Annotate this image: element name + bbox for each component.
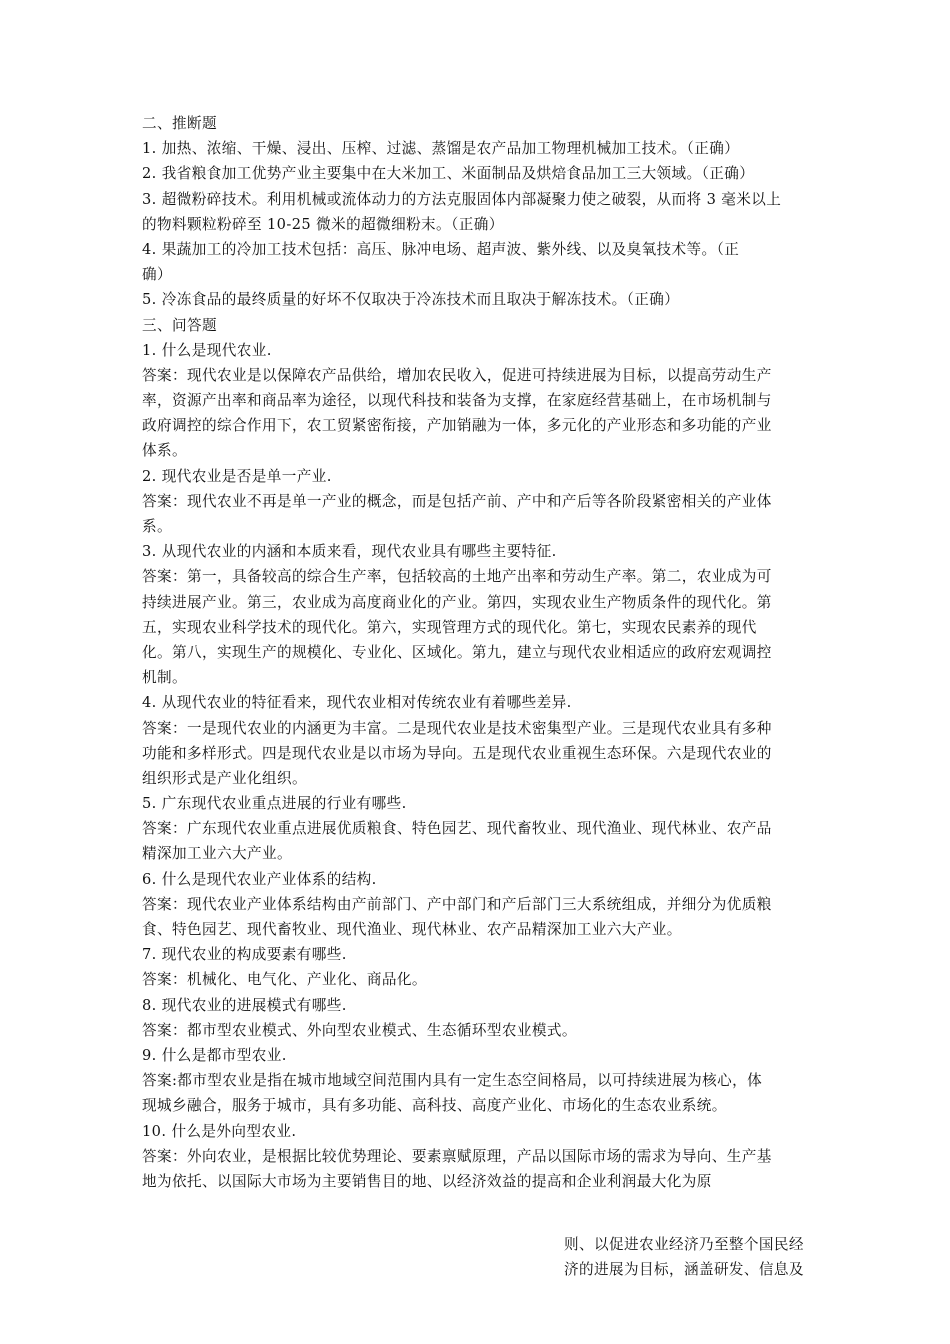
document-body [142, 111, 818, 1194]
text-line-41: 10. 什么是外向型农业. [142, 1122, 297, 1140]
text-line-37: 答案：都市型农业模式、外向型农业模式、生态循环型农业模式。 [142, 1021, 577, 1039]
text-line-8: 5. 冷冻食品的最终质量的好坏不仅取决于冷冻技术而且取决于解冻技术。（正确） [142, 291, 680, 309]
document-tail-fragment [564, 1232, 824, 1282]
text-line-32: 答案：现代农业产业体系结构由产前部门、产中部门和产后部门三大系统组成，并细分为优质粮 [142, 895, 772, 913]
text-line-42: 答案：外向农业，是根据比较优势理论、要素禀赋原理，产品以国际市场的需求为导向、生产基 [142, 1147, 772, 1165]
text-line-2: 1. 加热、浓缩、干燥、浸出、压榨、过滤、蒸馏是农产品加工物理机械加工技术。（正确） [142, 140, 740, 158]
text-line-6: 4. 果蔬加工的冷加工技术包括：高压、脉冲电场、超声波、紫外线、以及臭氧技术等。（正 [142, 240, 740, 258]
text-line-10: 1. 什么是现代农业. [142, 341, 272, 359]
text-line-27: 组织形式是产业化组织。 [142, 769, 307, 787]
text-line-7: 确） [142, 266, 172, 284]
text-line-5: 的物料颗粒粉碎至 10-25 微米的超微细粉末。（正确） [142, 215, 504, 233]
text-line-16: 答案：现代农业不再是单一产业的概念，而是包括产前、产中和产后等各阶段紧密相关的产业体 [142, 492, 772, 510]
text-line-15: 2. 现代农业是否是单一产业. [142, 467, 332, 485]
text-line-40: 现城乡融合，服务于城市，具有多功能、高科技、高度产业化、市场化的生态农业系统。 [142, 1097, 727, 1115]
text-line-43: 地为依托、以国际大市场为主要销售目的地、以经济效益的提高和企业利润最大化为原 [142, 1172, 712, 1190]
text-line-26: 功能和多样形式。四是现代农业是以市场为导向。五是现代农业重视生态环保。六是现代农业的 [142, 744, 772, 762]
text-line-1: 二、推断题 [142, 115, 217, 132]
text-line-31: 6. 什么是现代农业产业体系的结构. [142, 870, 377, 888]
tail-line-1: 则、以促进农业经济乃至整个国民经 [564, 1236, 804, 1253]
text-line-11: 答案：现代农业是以保障农产品供给，增加农民收入，促进可持续进展为目标，以提高劳动生产 [142, 366, 772, 384]
text-line-33: 食、特色园艺、现代畜牧业、现代渔业、现代林业、农产品精深加工业六大产业。 [142, 921, 682, 938]
text-line-36: 8. 现代农业的进展模式有哪些. [142, 996, 347, 1014]
text-line-13: 政府调控的综合作用下，农工贸紧密衔接，产加销融为一体，多元化的产业形态和多功能的产业 [142, 417, 772, 435]
text-line-14: 体系。 [142, 442, 187, 460]
text-line-39: 答案:都市型农业是指在城市地域空间范围内具有一定生态空间格局，以可持续进展为核心，体 [142, 1072, 763, 1090]
tail-line-2: 济的进展为目标，涵盖研发、信息及 [564, 1261, 804, 1279]
text-line-25: 答案：一是现代农业的内涵更为丰富。二是现代农业是技术密集型产业。三是现代农业具有多种 [142, 719, 772, 737]
text-line-19: 答案：第一，具备较高的综合生产率，包括较高的土地产出率和劳动生产率。第二，农业成为可 [142, 568, 772, 586]
text-line-35: 答案：机械化、电气化、产业化、商品化。 [142, 971, 427, 989]
text-line-12: 率，资源产出率和商品率为途径，以现代科技和装备为支撑，在家庭经营基础上，在市场机制与 [142, 392, 772, 410]
text-line-23: 机制。 [142, 669, 187, 687]
text-line-22: 化。第八，实现生产的规模化、专业化、区域化。第九，建立与现代农业相适应的政府宏观调控 [142, 643, 772, 661]
text-line-29: 答案：广东现代农业重点进展优质粮食、特色园艺、现代畜牧业、现代渔业、现代林业、农产品 [142, 820, 772, 838]
text-line-17: 系。 [142, 518, 172, 535]
text-line-18: 3. 从现代农业的内涵和本质来看，现代农业具有哪些主要特征. [142, 543, 557, 561]
text-line-30: 精深加工业六大产业。 [142, 845, 292, 863]
text-line-24: 4. 从现代农业的特征看来，现代农业相对传统农业有着哪些差异. [142, 694, 572, 712]
text-line-34: 7. 现代农业的构成要素有哪些. [142, 946, 347, 964]
text-line-20: 持续进展产业。第三，农业成为高度商业化的产业。第四，实现农业生产物质条件的现代化。第 [142, 593, 772, 611]
text-line-4: 3. 超微粉碎技术。利用机械或流体动力的方法克服固体内部凝聚力使之破裂，从而将 3 毫米以上 [142, 190, 782, 208]
text-line-9: 三、问答题 [142, 316, 217, 334]
text-line-38: 9. 什么是都市型农业. [142, 1046, 287, 1064]
text-line-3: 2. 我省粮食加工优势产业主要集中在大米加工、米面制品及烘焙食品加工三大领域。（正确） [142, 165, 755, 183]
text-line-21: 五，实现农业科学技术的现代化。第六，实现管理方式的现代化。第七，实现农民素养的现代 [142, 618, 757, 636]
text-line-28: 5. 广东现代农业重点进展的行业有哪些. [142, 795, 407, 813]
